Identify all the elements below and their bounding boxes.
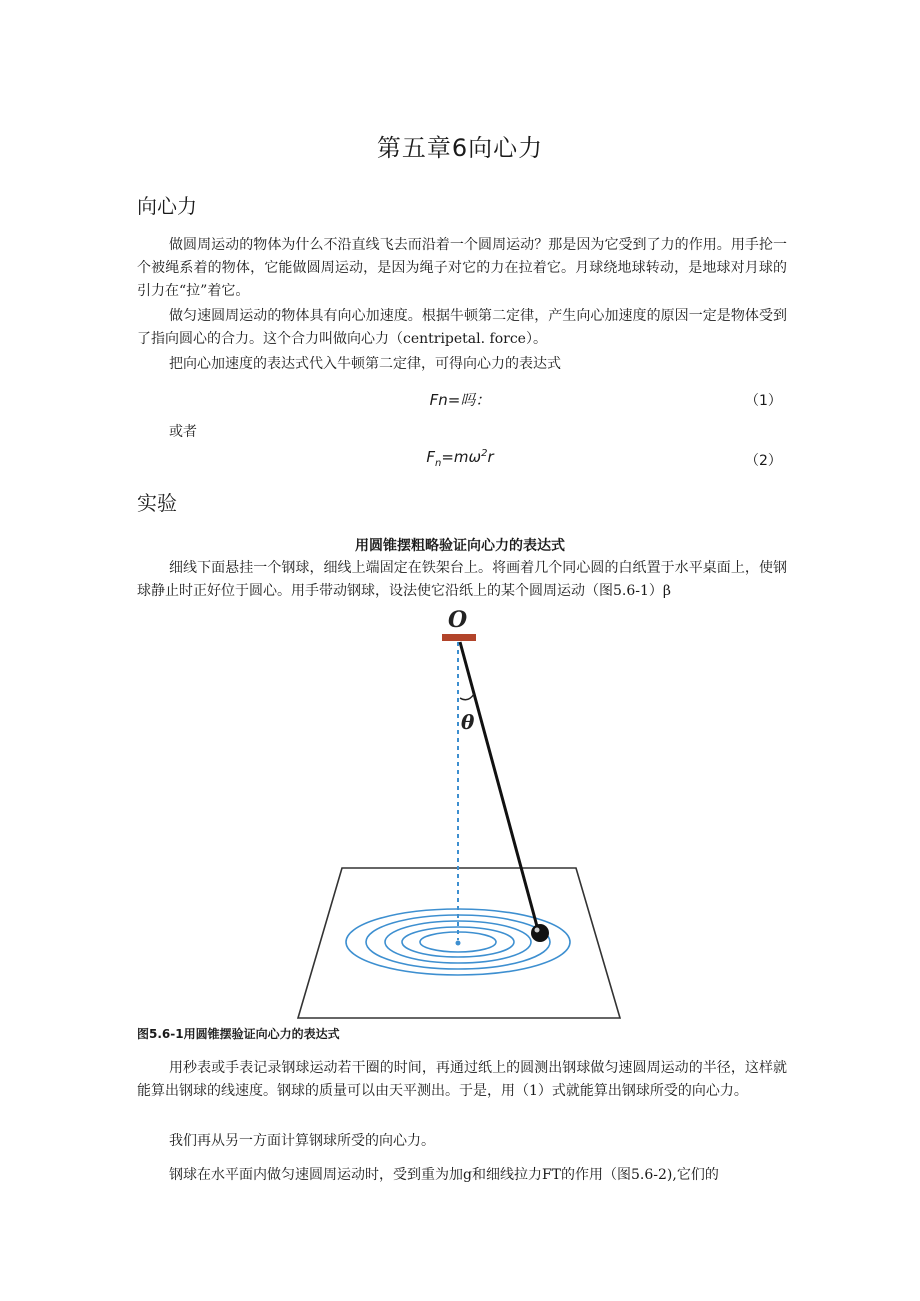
paragraph-7: 钢球在水平面内做匀速圆周运动时，受到重为加g和细线拉力FT的作用（图5.6-2),它们的 (169, 1167, 719, 1183)
equation-2-subscript: n (435, 458, 442, 469)
equation-2 (0, 448, 920, 469)
paragraph-3: 把向心加速度的表达式代入牛顿第二定律，可得向心力的表达式 (169, 356, 561, 372)
figure-caption: 图5.6-1用圆锥摆验证向心力的表达式 (137, 1027, 340, 1041)
equation-1: Fn=吗： (429, 391, 491, 409)
center-dot (456, 941, 461, 946)
label-theta: θ (461, 710, 475, 734)
paragraph-4: 细线下面悬挂一个钢球，细线上端固定在铁架台上。将画着几个同心圆的白纸置于水平桌面上，使钢球静止时正好位于圆心。用手带动钢球，设法使它沿纸上的某个圆周运动（图5.6-1）β (137, 560, 787, 599)
page-title: 第五章6向心力 (376, 134, 544, 162)
suspension-bar (442, 634, 476, 641)
experiment-title: 用圆锥摆粗略验证向心力的表达式 (355, 538, 565, 554)
ball-highlight (535, 928, 540, 933)
equation-2-middle: =mω (441, 448, 482, 466)
paragraph-1: 做圆周运动的物体为什么不沿直线飞去而沿着一个圆周运动？那是因为它受到了力的作用。用手抡一个被绳系着的物体，它能做圆周运动，是因为绳子对它的力在拉着它。月球绕地球转动，是地球对月球的引力在“拉”着它。 (137, 237, 787, 299)
paragraph-6: 我们再从另一方面计算钢球所受的向心力。 (169, 1133, 435, 1149)
section-heading-centripetal: 向心力 (137, 194, 197, 218)
paragraph-2: 做匀速圆周运动的物体具有向心加速度。根据牛顿第二定律，产生向心加速度的原因一定是物体受到了指向圆心的合力。这个合力叫做向心力（centripetal. force）。 (137, 308, 787, 347)
paragraph-or: 或者 (169, 424, 197, 440)
equation-2-number: （2） (745, 453, 782, 469)
paragraph-5: 用秒表或手表记录钢球运动若干圈的时间，再通过纸上的圆测出钢球做匀速圆周运动的半径，这样就能算出钢球的线速度。钢球的质量可以由天平测出。于是，用（1）式就能算出钢球所受的向心力。 (137, 1060, 787, 1099)
steel-ball (531, 924, 549, 942)
equation-2-radius: r (487, 448, 494, 466)
conical-pendulum-figure (290, 600, 630, 1025)
equation-2-force: F (426, 448, 435, 466)
equation-1-number: （1） (745, 393, 782, 409)
equation-2-superscript: 2 (481, 448, 488, 459)
section-heading-experiment: 实验 (137, 491, 177, 515)
angle-arc (460, 694, 474, 700)
label-O: O (448, 607, 468, 633)
